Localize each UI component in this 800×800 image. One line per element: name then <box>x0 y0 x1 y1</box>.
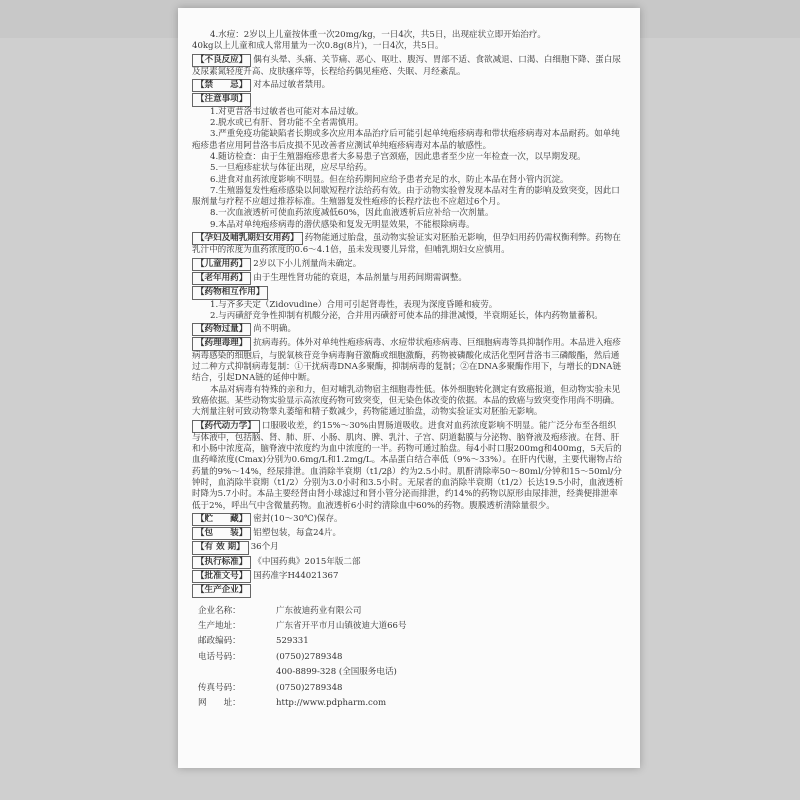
overdose-text: 尚不明确。 <box>253 324 297 335</box>
pregnancy-text: 药物能通过胎盘，虽动物实验证实对胚胎无影响，但孕妇用药仍需权衡利弊。药物在乳汁中的浓度为血药浓度的0.6～4.1倍，虽未发现婴儿异常，但哺乳期妇女应慎用。 <box>192 233 621 256</box>
overdose-section <box>192 323 624 336</box>
contra-text: 对本品过敏者禁用。 <box>253 80 331 91</box>
company-fax: (0750)2789348 <box>276 682 343 693</box>
precaution-item: 3.严重免疫功能缺陷者长期或多次应用本品治疗后可能引起单纯疱疹病毒和带状疱疹病毒对本品耐药。如单纯疱疹患者应用阿昔洛韦后皮损不见改善者应测试单纯疱疹病毒对本品的敏感性。 <box>192 129 620 151</box>
package-section <box>192 527 624 540</box>
company-postcode: 529331 <box>276 636 309 647</box>
company-web-label: 网 址： <box>198 698 241 709</box>
company-heading: 【生产企业】 <box>192 584 251 597</box>
standard-heading: 【执行标准】 <box>192 556 251 569</box>
company-web: http://www.pdpharm.com <box>276 698 387 709</box>
validity-heading: 【有 效 期】 <box>192 541 249 554</box>
company-phone: (0750)2789348 <box>276 651 343 662</box>
company-info <box>192 604 624 712</box>
elderly-text: 由于生理性肾功能的衰退，本品剂量与用药间期需调整。 <box>253 272 467 283</box>
contra-section <box>192 79 624 92</box>
company-address-row <box>198 619 624 634</box>
validity-text: 36个月 <box>250 542 279 553</box>
company-web-row <box>198 696 624 711</box>
company-section <box>192 584 624 597</box>
validity-section <box>192 541 624 554</box>
precautions-section <box>192 93 624 106</box>
elderly-heading: 【老年用药】 <box>192 272 251 285</box>
precautions-heading: 【注意事项】 <box>192 93 251 106</box>
storage-section <box>192 513 624 526</box>
company-phone-row <box>198 650 624 665</box>
company-fax-label: 传真号码： <box>198 682 241 693</box>
storage-text: 密封(10～30℃)保存。 <box>253 513 343 524</box>
precaution-item: 9.本品对单纯疱疹病毒的潜伏感染和复发无明显效果，不能根除病毒。 <box>210 219 475 230</box>
precaution-item: 8.一次血液透析可使血药浓度减低60%，因此血液透析后应补给一次剂量。 <box>210 208 494 219</box>
standard-text: 《中国药典》2015年版二部 <box>253 556 361 567</box>
toxicology-text-2: 本品对病毒有特殊的亲和力，但对哺乳动物宿主细胞毒性低。体外细胞转化测定有致癌报道，但动物实验未见致癌依据。某些动物实验显示高浓度药物可致突变，但无染色体改变的依据。本品的致癌与致突变作用尚不明确。大剂量注射可致动物睾丸萎缩和精子数减少，药物能通过胎盘，动物实验证实对胚胎无影响。 <box>192 384 621 418</box>
precaution-item: 6.进食对血药浓度影响不明显。但在给药期间应给予患者充足的水，防止本品在肾小管内沉淀。 <box>210 174 569 185</box>
pk-text: 口服吸收差，约15%～30%由胃肠道吸收。进食对血药浓度影响不明显。能广泛分布至各组织与体液中，包括脑、肾、肺、肝、小肠、肌肉、脾、乳汁、子宫、阴道黏膜与分泌物、脑脊液及疱疹液。在肾、肝和小肠中浓度高，脑脊液中浓度约为血中浓度的一半。药物可通过胎盘。每4小时口服200mg和400mg，5天后的血药峰浓度(Cmax)分别为0.6mg/L和1.2mg/L。本品蛋白结合率低（9%～33%）。在肝内代谢，主要代谢物占给药量的9%～14%，经尿排泄。血消除半衰期（t1/2β）约为2.5小时。肌酐清除率50～80ml/分钟和15～50ml/分钟时，血消除半衰期（t1/2）分别为3.0小时和3.5小时。无尿者的血消除半衰期（t1/2）长达19.5小时，血液透析时降为5.7小时。本品主要经肾由肾小球滤过和肾小管分泌而排泄，约14%的药物以原形由尿排泄，经粪便排泄率低于2%，呼出气中含微量药物。血液透析6小时约清除血中60%的药物。腹膜透析清除量很少。 <box>192 420 624 511</box>
pk-section <box>192 420 624 512</box>
company-address: 广东省开平市月山镇彼迪大道66号 <box>276 621 407 632</box>
company-phone-label: 电话号码： <box>198 651 241 662</box>
company-postcode-label: 邮政编码： <box>198 636 241 647</box>
toxicology-section <box>192 337 624 384</box>
elderly-section <box>192 272 624 285</box>
precaution-item: 7.生殖器复发性疱疹感染以间歇短程疗法给药有效。由于动物实验曾发现本品对生育的影响及致突变，因此口服剂量与疗程不应超过推荐标准。生殖器复发性疱疹的长程疗法也不应超过6个月。 <box>192 185 620 208</box>
interactions-heading: 【药物相互作用】 <box>192 286 268 299</box>
approval-text: 国药准字H44021367 <box>253 571 339 582</box>
company-fax-row <box>198 681 624 696</box>
precaution-item: 4.随访检查：由于生殖器疱疹患者大多易患子宫颈癌，因此患者至少应一年检查一次，以早期发现。 <box>210 151 586 162</box>
storage-heading: 【贮 藏】 <box>192 513 251 526</box>
toxicology-heading: 【药理毒理】 <box>192 337 251 350</box>
usage-adult: 40kg以上儿童和成人常用量为一次0.8g(8片)，一日4次，共5日。 <box>192 41 444 52</box>
company-name: 广东彼迪药业有限公司 <box>276 605 362 616</box>
usage-children-4: 4.水痘：2岁以上儿童按体重一次20mg/kg，一日4次，共5日，出现症状立即开始治疗。 <box>210 30 546 40</box>
interactions-section <box>192 286 624 299</box>
approval-heading: 【批准文号】 <box>192 570 251 583</box>
precaution-item: 1.对更昔洛韦过敏者也可能对本品过敏。 <box>210 106 364 117</box>
children-text: 2岁以下小儿剂量尚未确定。 <box>253 258 362 269</box>
toxicology-text: 抗病毒药。体外对单纯性疱疹病毒、水痘带状疱疹病毒、巨细胞病毒等具抑制作用。本品进入疱疹病毒感染的细胞后，与脱氧核苷竞争病毒胸苷激酶或细胞激酶，药物被磷酸化成活化型阿昔洛韦三磷酸酯，然后通过二种方式抑制病毒复制：①干扰病毒DNA多聚酶，抑制病毒的复制；②在DNA多聚酶作用下，与增长的DNA链结合，引起DNA链的延伸中断。 <box>192 338 622 384</box>
package-text: 铝塑包装，每盒24片。 <box>253 528 342 539</box>
adverse-text: 偶有头晕、头痛、关节痛、恶心、呕吐、腹泻、胃部不适、食欲减退、口渴、白细胞下降、蛋白尿及尿素氮轻度升高、皮肤瘙痒等，长程给药偶见痤疮、失眠、月经紊乱。 <box>192 54 621 77</box>
standard-section <box>192 556 624 569</box>
leaflet-page <box>178 8 640 768</box>
company-name-row <box>198 604 624 619</box>
company-name-label: 企业名称： <box>198 605 241 616</box>
children-section <box>192 258 624 271</box>
children-heading: 【儿童用药】 <box>192 258 251 271</box>
pk-heading: 【药代动力学】 <box>192 420 260 433</box>
package-heading: 【包 装】 <box>192 527 251 540</box>
precaution-item: 5.一旦疱疹症状与体征出现，应尽早给药。 <box>210 163 372 174</box>
interaction-item: 2.与丙磺舒竞争性抑制有机酸分泌，合并用丙磺舒可使本品的排泄减慢，半衰期延长，体内药物量蓄积。 <box>210 310 603 321</box>
adverse-section <box>192 54 624 79</box>
contra-heading: 【禁 忌】 <box>192 79 251 92</box>
adverse-heading: 【不良反应】 <box>192 54 251 67</box>
interaction-item: 1.与齐多夫定（Zidovudine）合用可引起肾毒性，表现为深度昏睡和疲劳。 <box>210 299 498 310</box>
overdose-heading: 【药物过量】 <box>192 323 251 336</box>
company-postcode-row <box>198 634 624 649</box>
pregnancy-heading: 【孕妇及哺乳期妇女用药】 <box>192 232 303 245</box>
company-address-label: 生产地址： <box>198 621 241 632</box>
company-hotline: 400-8899-328 (全国服务电话) <box>276 667 397 678</box>
approval-section <box>192 570 624 583</box>
pregnancy-section <box>192 232 624 257</box>
precaution-item: 2.脱水或已有肝、肾功能不全者需慎用。 <box>210 118 364 129</box>
